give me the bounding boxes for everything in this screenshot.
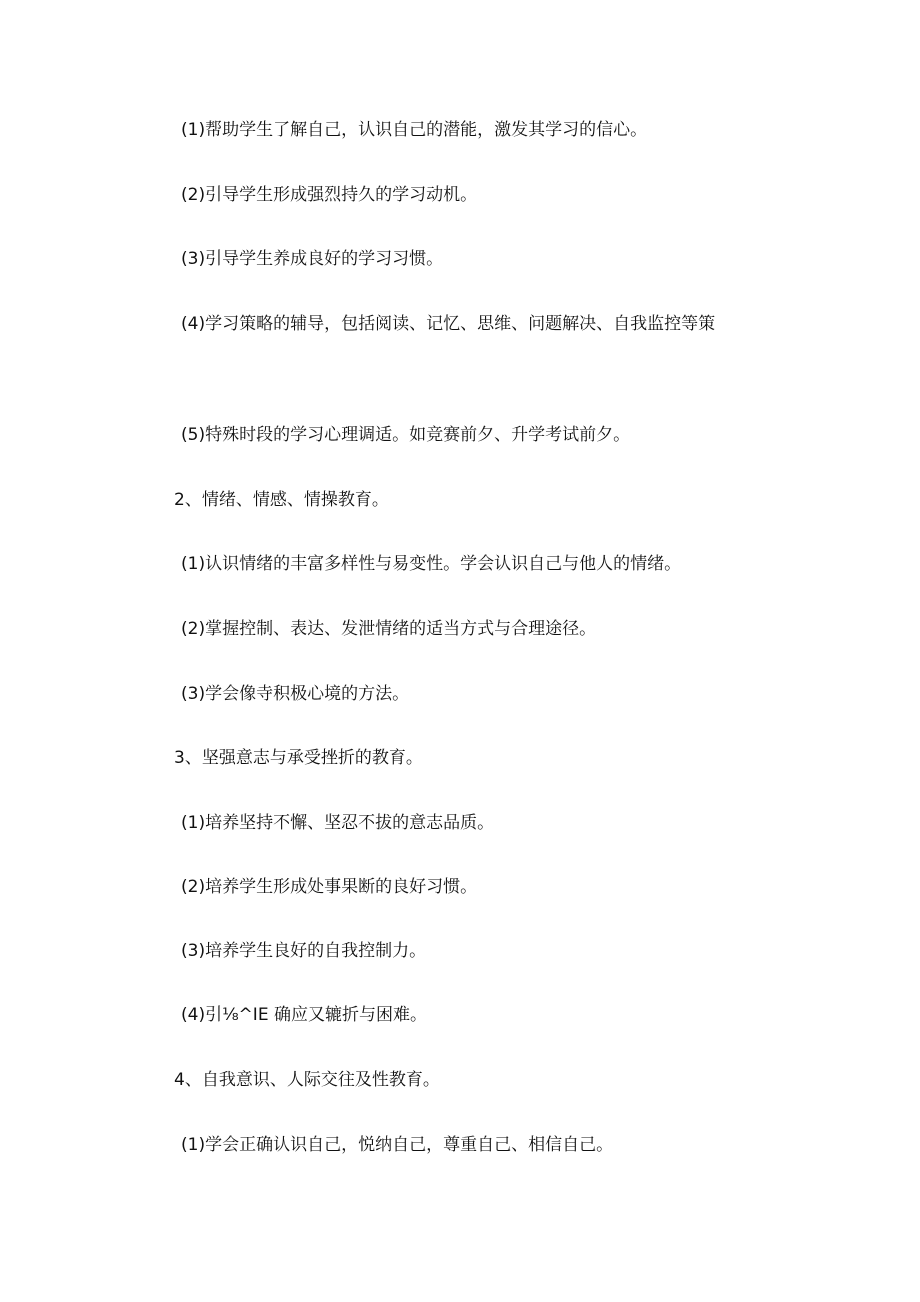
emotion-item-3: (3)学会像寺积极心境的方法。	[181, 684, 410, 704]
self-item-1: (1)学会正确认识自己，悦纳自己，尊重自己、相信自己。	[181, 1135, 614, 1155]
learning-item-4: (4)学习策略的辅导，包括阅读、记忆、思维、问题解决、自我监控等策	[181, 314, 716, 334]
section-heading-3: 3、坚强意志与承受挫折的教育。	[174, 748, 423, 768]
will-item-2: (2)培养学生形成处事果断的良好习惯。	[181, 877, 478, 897]
will-item-3: (3)培养学生良好的自我控制力。	[181, 941, 427, 961]
will-item-1: (1)培养坚持不懈、坚忍不拔的意志品质。	[181, 813, 495, 833]
learning-item-1: (1)帮助学生了解自己，认识自己的潜能，激发其学习的信心。	[181, 120, 648, 140]
learning-item-3: (3)引导学生养成良好的学习习惯。	[181, 249, 444, 269]
section-heading-2: 2、情绪、情感、情操教育。	[174, 490, 389, 510]
emotion-item-1: (1)认识情绪的丰富多样性与易变性。学会认识自己与他人的情绪。	[181, 554, 682, 574]
emotion-item-2: (2)掌握控制、表达、发泄情绪的适当方式与合理途径。	[181, 619, 597, 639]
section-heading-4: 4、自我意识、人际交往及性教育。	[174, 1070, 440, 1090]
will-item-4: (4)引⅛^IE 确应又辘折与困难。	[181, 1005, 427, 1025]
learning-item-5: (5)特殊时段的学习心理调适。如竞赛前夕、升学考试前夕。	[181, 425, 631, 445]
learning-item-2: (2)引导学生形成强烈持久的学习动机。	[181, 185, 478, 205]
